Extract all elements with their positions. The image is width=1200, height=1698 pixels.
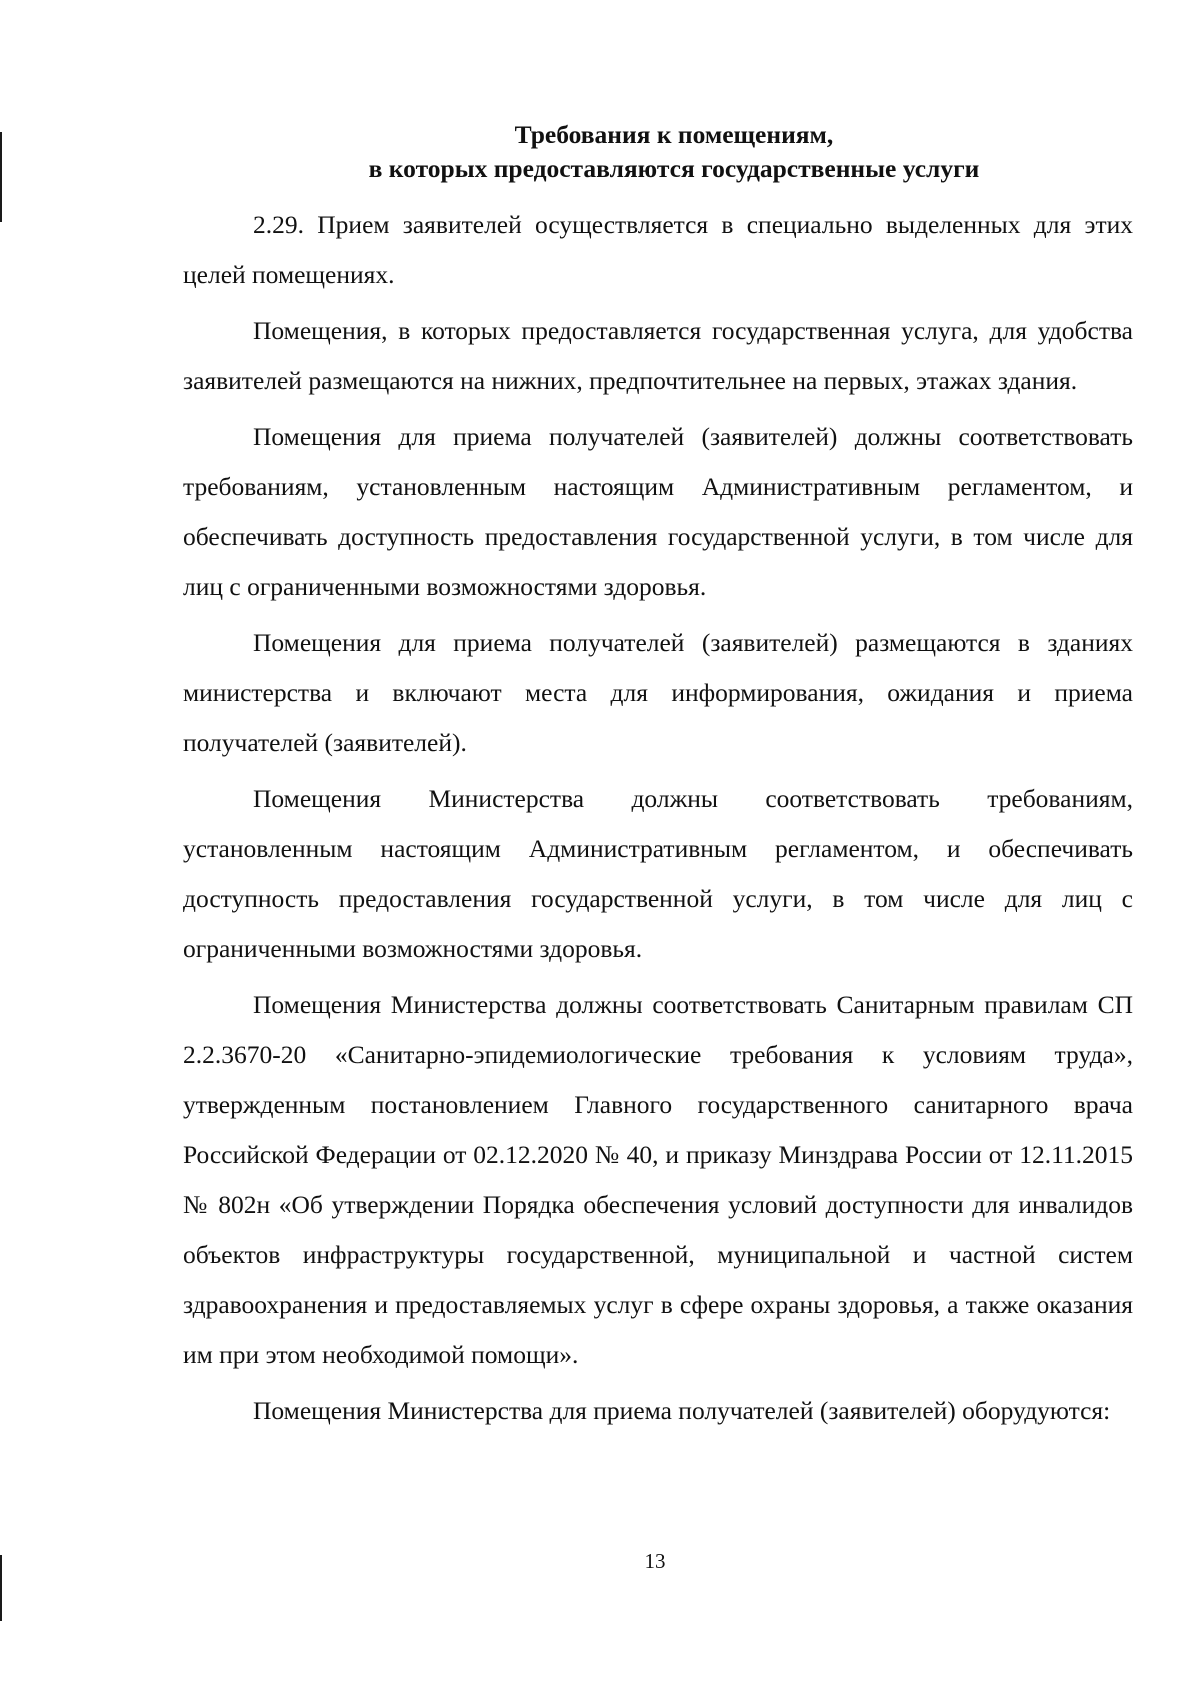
paragraph-2-29: 2.29. Прием заявителей осуществляется в специально выделенных для этих целей помещениях.	[183, 210, 1133, 289]
scan-edge-mark-top	[0, 132, 2, 222]
document-page	[183, 118, 1133, 1436]
paragraph-sanitary-rules: Помещения Министерства должны соответствовать Санитарным правилам СП 2.2.3670-20 «Санитарно-эпидемиологические требования к условиям труда», утвержденным постановлением Главного государственного санитарного врача Российской Федерации от 02.12.2020 № 40, и приказу Минздрава России от 12.11.2015 № 802н «Об утверждении Порядка обеспечения условий доступности для инвалидов объектов инфраструктуры государственной, муниципальной и частной систем здравоохранения и предоставляемых услуг в сфере охраны здоровья, а также оказания им при этом необходимой помощи».	[183, 990, 1133, 1369]
section-heading-line-1: Требования к помещениям,	[514, 120, 834, 149]
paragraph-premises-equipment: Помещения Министерства для приема получателей (заявителей) оборудуются:	[253, 1396, 1111, 1425]
paragraph-premises-location: Помещения, в которых предоставляется государственная услуга, для удобства заявителей размещаются на нижних, предпочтительнее на первых, этажах здания.	[183, 316, 1133, 395]
section-heading-line-2: в которых предоставляются государственные услуги	[368, 154, 980, 183]
paragraph-premises-composition: Помещения для приема получателей (заявителей) размещаются в зданиях министерства и включают места для информирования, ожидания и приема получателей (заявителей).	[183, 628, 1133, 757]
paragraph-premises-requirements: Помещения для приема получателей (заявителей) должны соответствовать требованиям, установленным настоящим Административным регламентом, и обеспечивать доступность предоставления государственной услуги, в том числе для лиц с ограниченными возможностями здоровья.	[183, 422, 1133, 601]
paragraph-ministry-premises-accessibility: Помещения Министерства должны соответствовать требованиям, установленным настоящим Административным регламентом, и обеспечивать доступность предоставления государственной услуги, в том числе для лиц с ограниченными возможностями здоровья.	[183, 784, 1133, 963]
page-number: 13	[644, 1549, 666, 1573]
section-heading	[183, 118, 1133, 186]
